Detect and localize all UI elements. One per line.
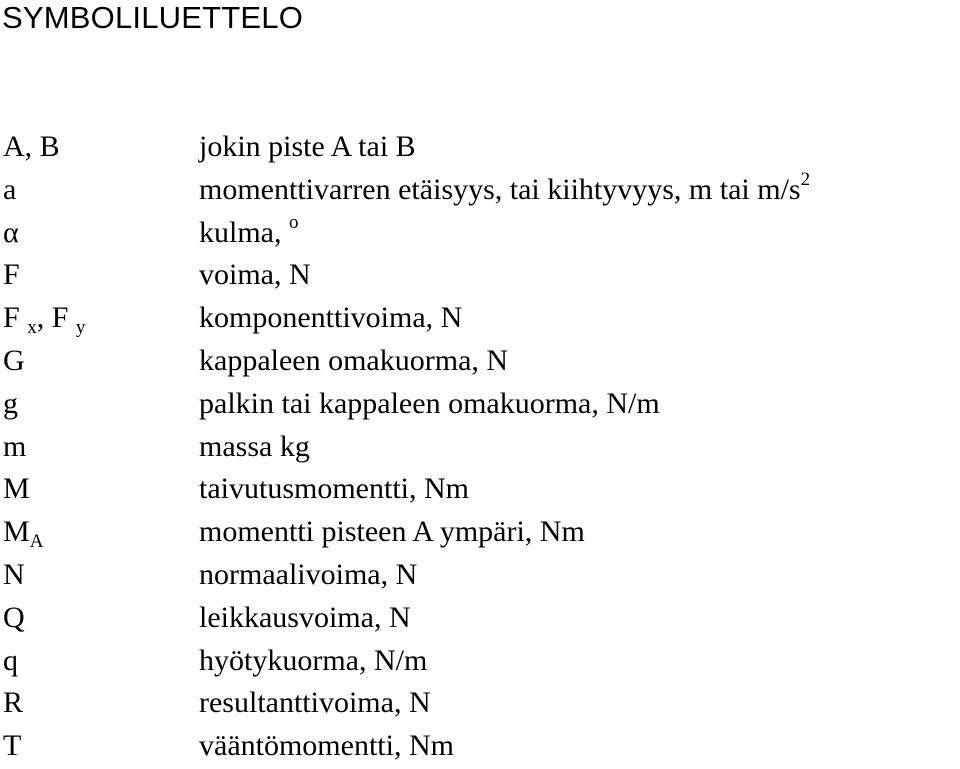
page-title: SYMBOLILUETTELO (2, 0, 304, 35)
symbol-row (0, 254, 960, 297)
symbol: R (3, 686, 24, 720)
symbol: Q (3, 600, 25, 634)
symbol-row (0, 383, 960, 426)
symbol-description: komponenttivoima, N (199, 301, 463, 335)
subscript: y (75, 317, 86, 339)
symbol-row (0, 212, 960, 255)
description-text: kulma, (199, 215, 289, 249)
symbol-description: jokin piste A tai B (199, 130, 416, 163)
symbol-row (0, 682, 960, 725)
superscript: 2 (800, 168, 811, 190)
symbol-description: kappaleen omakuorma, N (199, 343, 509, 377)
symbol: T (3, 729, 22, 763)
symbol (3, 511, 43, 554)
symbol-description: palkin tai kappaleen omakuorma, N/m (199, 386, 660, 420)
subscript: x (27, 317, 37, 339)
symbol: M (3, 472, 30, 506)
symbol: a (3, 172, 17, 206)
symbol-list (0, 126, 960, 768)
symbol (3, 297, 85, 340)
symbol-row (0, 511, 960, 554)
superscript: o (289, 211, 299, 233)
symbol-description: hyötykuorma, N/m (199, 643, 428, 677)
symbol-description (199, 169, 810, 212)
symbol-description: leikkausvoima, N (199, 600, 411, 634)
symbol-description: normaalivoima, N (199, 557, 418, 591)
subscript: A (29, 531, 44, 553)
symbol-separator: , (36, 301, 52, 335)
symbol-description: voima, N (199, 258, 311, 292)
symbol-row (0, 725, 960, 768)
symbol-row (0, 169, 960, 212)
symbol-part: F (51, 301, 69, 335)
symbol-description: resultanttivoima, N (199, 686, 431, 720)
symbol-description: momentti pisteen A ympäri, Nm (199, 515, 585, 549)
symbol: m (3, 429, 27, 463)
symbol: F (3, 258, 20, 292)
symbol: N (3, 557, 25, 591)
symbol-part: F (3, 301, 20, 335)
symbol-row (0, 426, 960, 469)
symbol: G (3, 343, 25, 377)
symbol: A, B (3, 130, 60, 163)
symbol-description: vääntömomentti, Nm (199, 729, 454, 763)
symbol-description: massa kg (199, 429, 310, 463)
symbol-row (0, 597, 960, 640)
symbol-row (0, 340, 960, 383)
symbol-part: M (3, 515, 30, 549)
symbol-description (199, 212, 299, 255)
description-text: momenttivarren etäisyys, tai kiihtyvyys, m tai m/s (199, 172, 801, 206)
symbol-row (0, 126, 960, 169)
symbol: α (3, 215, 19, 249)
symbol: q (3, 643, 18, 677)
symbol-row (0, 468, 960, 511)
symbol-row (0, 640, 960, 683)
symbol-row (0, 297, 960, 340)
symbol: g (3, 386, 18, 420)
symbol-row (0, 554, 960, 597)
symbol-description: taivutusmomentti, Nm (199, 472, 469, 506)
